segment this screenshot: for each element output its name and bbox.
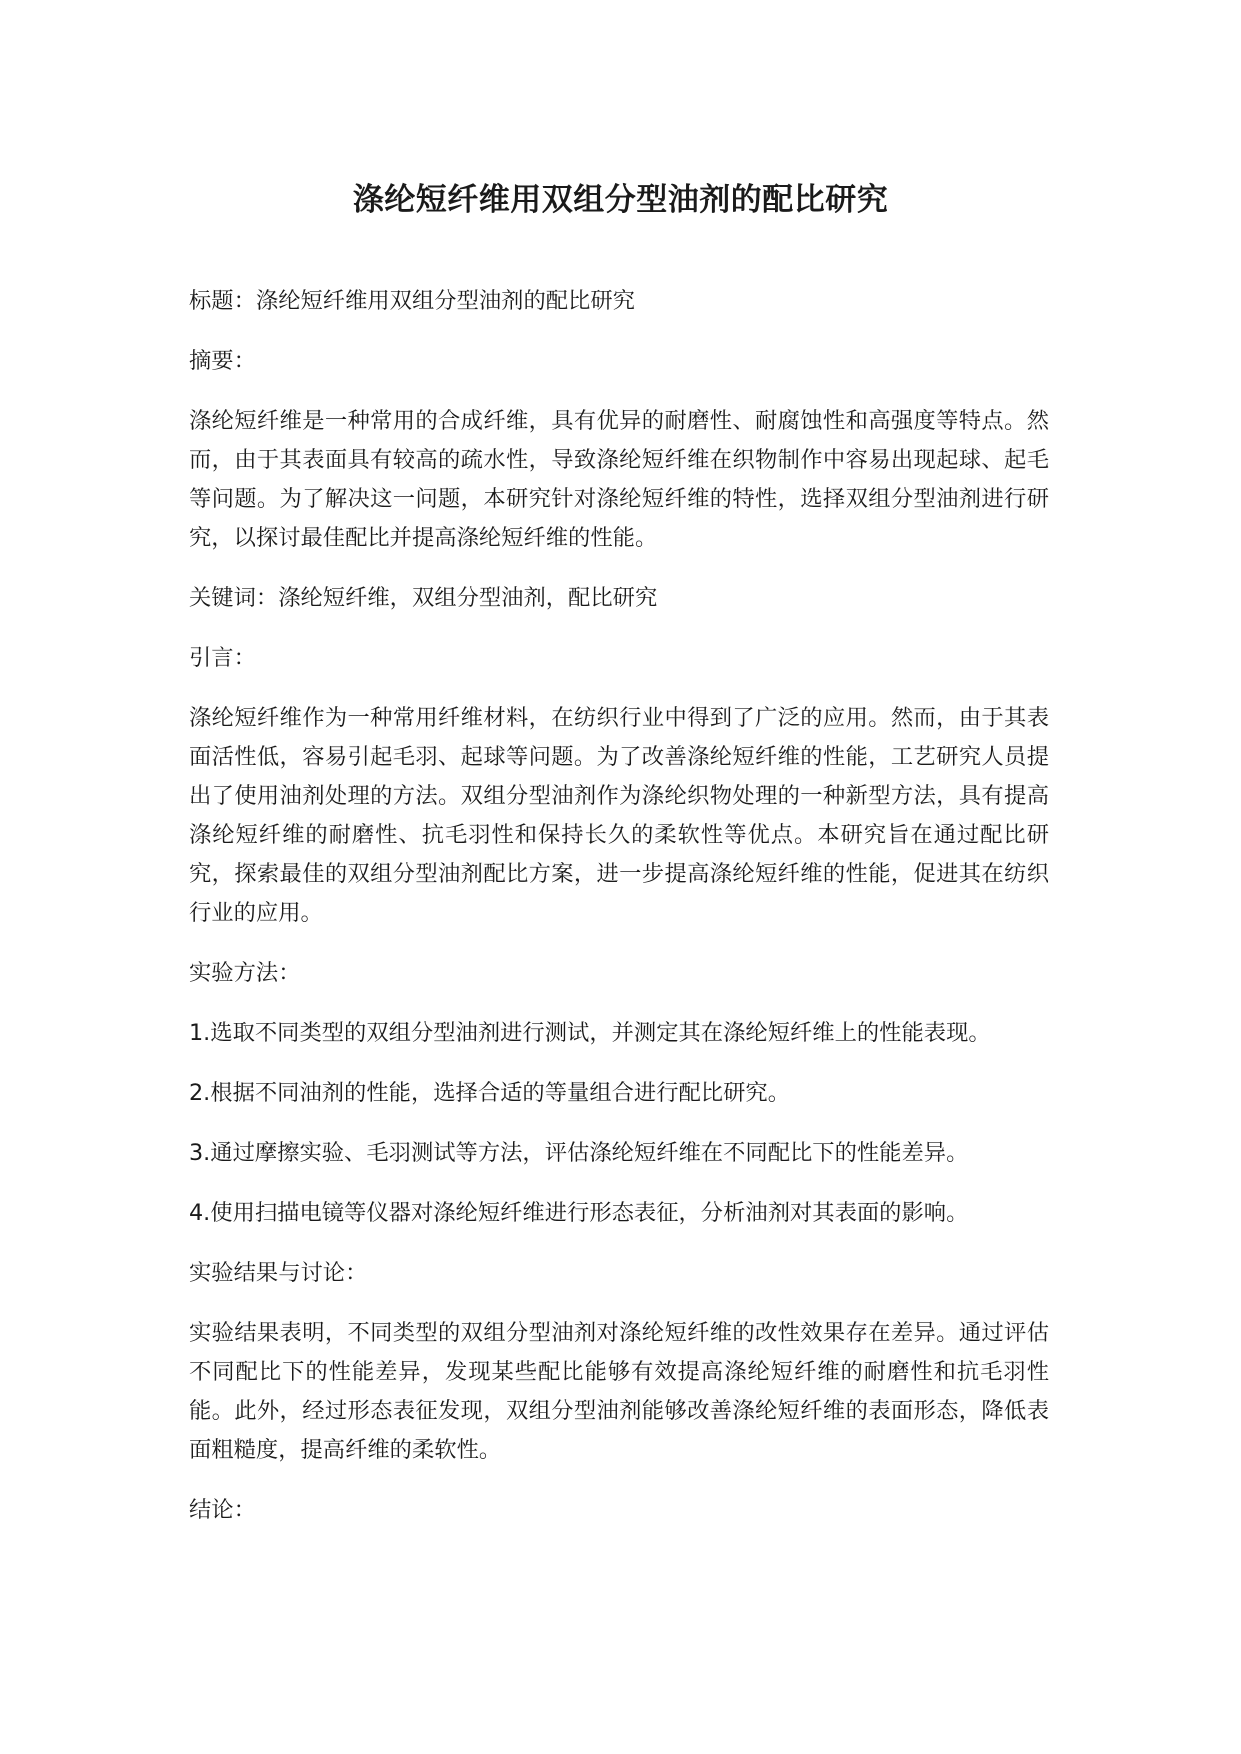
methods-list xyxy=(189,1014,1049,1233)
results-heading: 实验结果与讨论： xyxy=(189,1260,368,1286)
methods-list-item: 2.根据不同油剂的性能，选择合适的等量组合进行配比研究。 xyxy=(189,1080,790,1106)
introduction-heading: 引言： xyxy=(189,645,256,671)
methods-heading: 实验方法： xyxy=(189,960,301,986)
methods-list-item: 3.通过摩擦实验、毛羽测试等方法，评估涤纶短纤维在不同配比下的性能差异。 xyxy=(189,1140,969,1166)
introduction-paragraph: 涤纶短纤维作为一种常用纤维材料，在纺织行业中得到了广泛的应用。然而，由于其表面活性低，容易引起毛羽、起球等问题。为了改善涤纶短纤维的性能，工艺研究人员提出了使用油剂处理的方法。双组分型油剂作为涤纶织物处理的一种新型方法，具有提高涤纶短纤维的耐磨性、抗毛羽性和保持长久的柔软性等优点。本研究旨在通过配比研究，探索最佳的双组分型油剂配比方案，进一步提高涤纶短纤维的性能，促进其在纺织行业的应用。 xyxy=(189,705,1049,926)
conclusion-heading: 结论： xyxy=(189,1497,256,1523)
document-body xyxy=(189,282,1049,1551)
abstract-heading: 摘要： xyxy=(189,348,256,374)
keywords-line: 关键词：涤纶短纤维，双组分型油剂，配比研究 xyxy=(189,585,658,611)
abstract-paragraph: 涤纶短纤维是一种常用的合成纤维，具有优异的耐磨性、耐腐蚀性和高强度等特点。然而，由于其表面具有较高的疏水性，导致涤纶短纤维在织物制作中容易出现起球、起毛等问题。为了解决这一问题，本研究针对涤纶短纤维的特性，选择双组分型油剂进行研究，以探讨最佳配比并提高涤纶短纤维的性能。 xyxy=(189,408,1049,551)
methods-list-item: 4.使用扫描电镜等仪器对涤纶短纤维进行形态表征，分析油剂对其表面的影响。 xyxy=(189,1200,969,1226)
results-paragraph: 实验结果表明，不同类型的双组分型油剂对涤纶短纤维的改性效果存在差异。通过评估不同配比下的性能差异，发现某些配比能够有效提高涤纶短纤维的耐磨性和抗毛羽性能。此外，经过形态表征发现，双组分型油剂能够改善涤纶短纤维的表面形态，降低表面粗糙度，提高纤维的柔软性。 xyxy=(189,1320,1049,1463)
methods-list-item: 1.选取不同类型的双组分型油剂进行测试，并测定其在涤纶短纤维上的性能表现。 xyxy=(189,1020,991,1046)
document-title: 涤纶短纤维用双组分型油剂的配比研究 xyxy=(352,182,889,218)
title-line: 标题：涤纶短纤维用双组分型油剂的配比研究 xyxy=(189,288,635,314)
